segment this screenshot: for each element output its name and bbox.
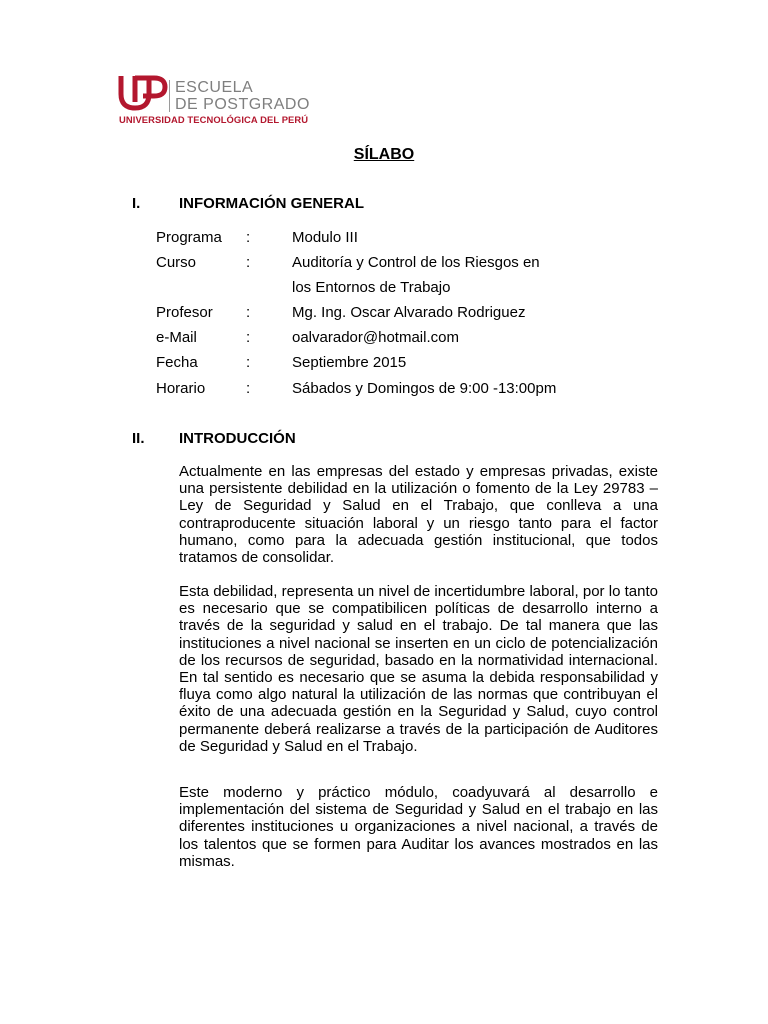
info-value-email: oalvarador@hotmail.com — [292, 329, 459, 346]
info-value: Septiembre 2015 — [292, 354, 407, 371]
info-label: Fecha — [156, 354, 198, 371]
info-label: Curso — [156, 254, 197, 271]
info-value: Auditoría y Control de los Riesgos en — [292, 254, 540, 271]
info-label: Horario — [156, 380, 206, 397]
info-colon: : — [246, 354, 251, 371]
info-value: Modulo III — [292, 229, 358, 246]
info-value: los Entornos de Trabajo — [292, 279, 451, 296]
info-label: Profesor — [156, 304, 213, 321]
info-colon: : — [246, 380, 251, 397]
intro-paragraph-3: Este moderno y práctico módulo, coadyuvará al desarrollo e implementación del sistema de Seguridad y Salud en el trabajo en las diferentes instituciones u organizaciones a nivel nacional, a través de los talentos que se formen para Auditar los avances mostrados en las mismas. — [179, 784, 658, 870]
info-label: e-Mail — [156, 329, 197, 346]
document-title — [0, 146, 768, 164]
intro-paragraph-1: Actualmente en las empresas del estado y empresas privadas, existe una persistente debilidad en la utilización o fomento de la Ley 29783 – Ley de Seguridad y Salud en el Trabajo, que conlleva a una contraproducente situación laboral y un riesgo tanto para el factor humano, como para la adecuada gestión institucional, que todos tratamos de consolidar. — [179, 463, 658, 567]
info-colon: : — [246, 304, 251, 321]
intro-paragraph-2: Esta debilidad, representa un nivel de incertidumbre laboral, por lo tanto es necesario que se compatibilicen políticas de desarrollo interno a través de la seguridad y salud en el trabajo. De tal manera que las instituciones a nivel nacional se inserten en un ciclo de potencialización de los recursos de seguridad, basado en la normatividad internacional. En tal sentido es necesario que se asuma la debida responsabilidad y fluya como algo natural la utilización de las normas que contribuyan el éxito de una adecuada gestión en la Seguridad y Salud, cuyo control permanente deberá realizarse a través de la participación de Auditores de Seguridad y Salud en el Trabajo. — [179, 583, 658, 755]
info-label: Programa — [156, 229, 222, 246]
document-title-text: SÍLABO — [353, 146, 415, 163]
info-value: Mg. Ing. Oscar Alvarado Rodriguez — [292, 304, 526, 321]
logo-separator — [169, 80, 170, 112]
info-colon: : — [246, 229, 251, 246]
university-logo — [118, 72, 308, 130]
logo-school-line1: ESCUELA — [175, 79, 254, 96]
info-value: Sábados y Domingos de 9:00 -13:00pm — [292, 380, 557, 397]
section2-heading: INTRODUCCIÓN — [179, 430, 296, 447]
utp-logo-mark-icon — [118, 72, 168, 114]
section1-heading: INFORMACIÓN GENERAL — [179, 195, 364, 212]
logo-university-name: UNIVERSIDAD TECNOLÓGICA DEL PERÚ — [119, 114, 309, 125]
section1-number: I. — [132, 195, 141, 212]
section2-number: II. — [132, 430, 145, 447]
info-colon: : — [246, 254, 251, 271]
info-colon: : — [246, 329, 251, 346]
logo-school-line2: DE POSTGRADO — [175, 96, 310, 113]
